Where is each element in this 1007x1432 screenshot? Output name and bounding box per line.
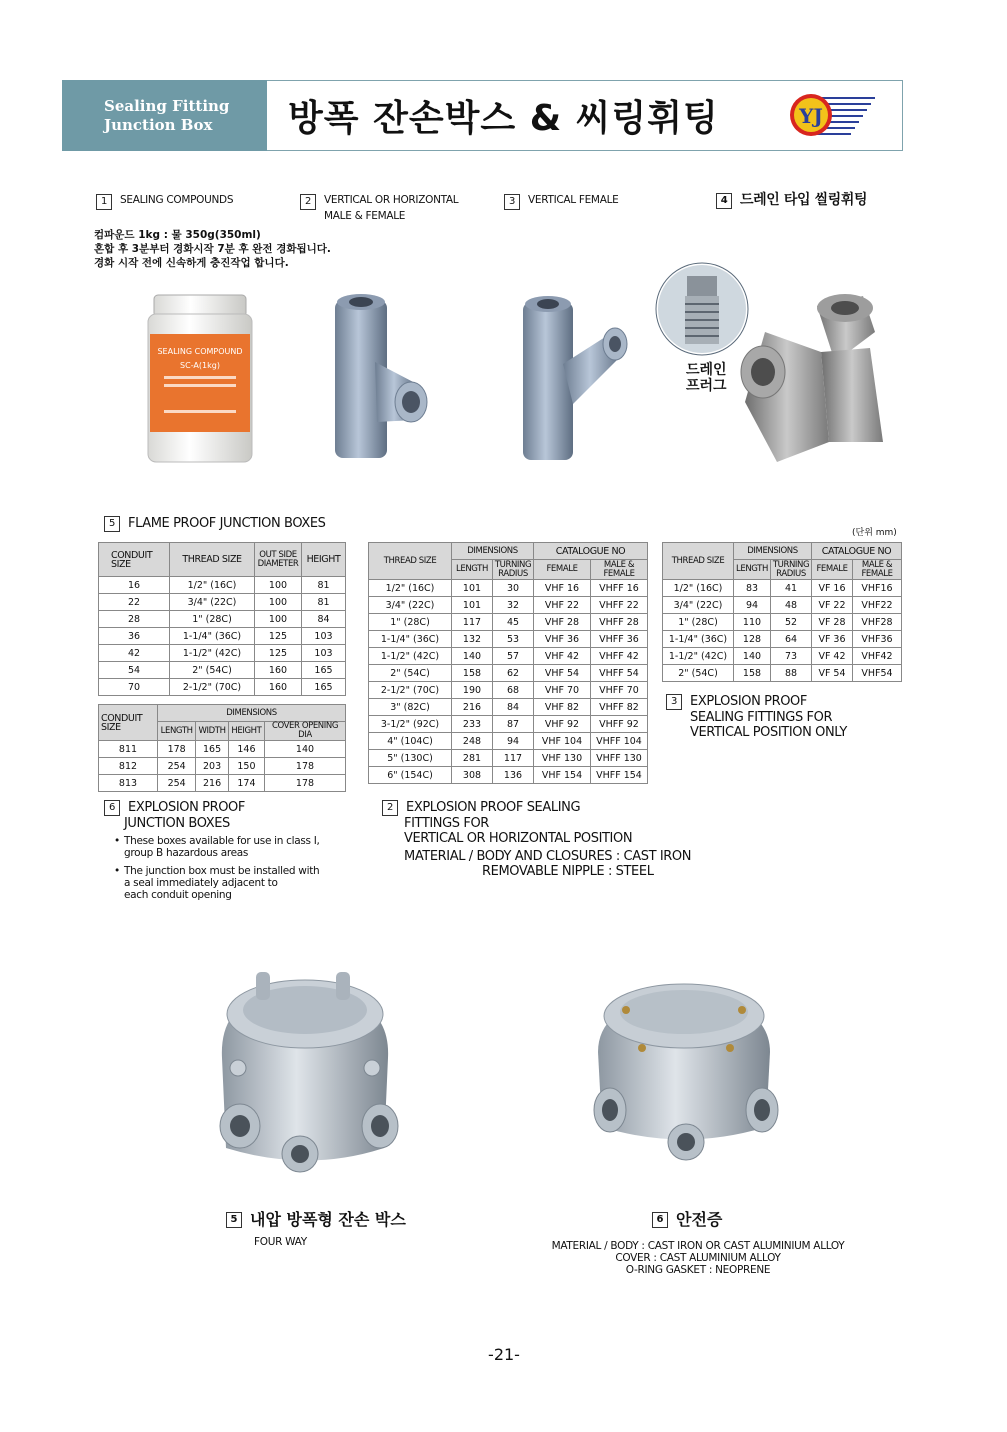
increased-safety-junction-box-image	[582, 962, 787, 1167]
section-number: 2	[382, 800, 398, 816]
table-header: THREAD SIZE	[369, 543, 452, 580]
table-row	[369, 733, 648, 750]
table-cell: VHF 70	[534, 682, 591, 699]
caption-line: EXPLOSION PROOF SEALING	[406, 800, 581, 815]
section-label: VERTICAL FEMALE	[528, 194, 619, 206]
bullet-line: • These boxes available for use in class I,	[124, 835, 320, 847]
table-cell: VHF22	[853, 597, 902, 614]
table-cell: VHF54	[853, 665, 902, 682]
bullet-line: group B hazardous areas	[124, 847, 249, 859]
table-row	[369, 767, 648, 784]
drain-plug-label-line1: 드레인	[686, 362, 727, 378]
section-5-title	[104, 516, 326, 532]
junction-box-dimension-table	[98, 704, 346, 792]
bullet-item	[112, 865, 354, 901]
drain-plug-label	[686, 362, 727, 394]
table-row	[99, 628, 346, 645]
table-row	[663, 580, 902, 597]
table-cell: VHF 130	[534, 750, 591, 767]
section-label: VERTICAL OR HORIZONTAL	[324, 194, 459, 206]
table-cell: 132	[452, 631, 493, 648]
table-cell: VHFF 36	[591, 631, 648, 648]
table-header: OUT SIDE DIAMETER	[255, 543, 302, 577]
table-cell: 73	[771, 648, 812, 665]
table-cell: VHF 22	[534, 597, 591, 614]
table-cell: 281	[452, 750, 493, 767]
table-header: CATALOGUE NO	[812, 543, 902, 560]
header-label-line1: Sealing Fitting	[104, 96, 230, 115]
table-cell: 64	[771, 631, 812, 648]
table-header: DIMENSIONS	[734, 543, 812, 560]
page-number: -21-	[488, 1345, 520, 1364]
bullet-line: a seal immediately adjacent to	[124, 877, 278, 889]
table-cell: 3/4" (22C)	[663, 597, 734, 614]
table-cell: 125	[255, 645, 302, 662]
table-cell: 1-1/4" (36C)	[663, 631, 734, 648]
table-cell: 178	[265, 758, 346, 775]
caption-line: VERTICAL OR HORIZONTAL POSITION	[404, 831, 633, 846]
table-cell: 1/2" (16C)	[369, 580, 452, 597]
table-row	[663, 665, 902, 682]
table-cell: 1-1/2" (42C)	[369, 648, 452, 665]
table-cell: 140	[452, 648, 493, 665]
table-cell: 36	[99, 628, 170, 645]
table-row	[369, 750, 648, 767]
section-3-caption	[504, 194, 618, 210]
table-cell: 216	[452, 699, 493, 716]
table-header: TURNING RADIUS	[771, 560, 812, 580]
table-cell: VHFF 130	[591, 750, 648, 767]
table-cell: 812	[99, 758, 158, 775]
table-cell: 1-1/4" (36C)	[369, 631, 452, 648]
section-4-caption	[716, 193, 867, 209]
table-cell: 4" (104C)	[369, 733, 452, 750]
table-cell: 2-1/2" (70C)	[170, 679, 255, 696]
table-cell: 233	[452, 716, 493, 733]
compound-note-3: 경화 시작 전에 신속하게 충진작업 합니다.	[94, 257, 289, 269]
table-cell: 203	[196, 758, 229, 775]
table-cell: VHF 42	[534, 648, 591, 665]
table-cell: 117	[493, 750, 534, 767]
table-cell: VHFF 82	[591, 699, 648, 716]
section-number: 3	[666, 694, 682, 710]
table-cell: 3" (82C)	[369, 699, 452, 716]
table-cell: 2" (54C)	[369, 665, 452, 682]
table-cell: 117	[452, 614, 493, 631]
table-cell: 254	[158, 775, 196, 792]
table-header: LENGTH	[452, 560, 493, 580]
table-cell: 1-1/2" (42C)	[663, 648, 734, 665]
table-row	[99, 594, 346, 611]
table-cell: 94	[493, 733, 534, 750]
table-header: MALE & FEMALE	[853, 560, 902, 580]
table-cell: 32	[493, 597, 534, 614]
table-cell: 1" (28C)	[369, 614, 452, 631]
caption-6	[104, 800, 354, 907]
table-cell: 103	[302, 628, 346, 645]
section-number: 3	[504, 194, 520, 210]
table-cell: 16	[99, 577, 170, 594]
table-cell: 87	[493, 716, 534, 733]
table-cell: VHFF 104	[591, 733, 648, 750]
material-line: O-RING GASKET : NEOPRENE	[625, 1264, 771, 1276]
table-cell: VF 42	[812, 648, 853, 665]
bottom-right-caption-title	[652, 1210, 722, 1230]
table-cell: VHFF 28	[591, 614, 648, 631]
table-cell: 178	[265, 775, 346, 792]
table-header: THREAD SIZE	[663, 543, 734, 580]
table-cell: 84	[493, 699, 534, 716]
caption-line: SEALING FITTINGS FOR	[690, 710, 833, 725]
page-title: 방폭 잔손박스 & 씨링휘팅	[288, 98, 719, 139]
table-row	[663, 614, 902, 631]
table-cell: 811	[99, 741, 158, 758]
table-cell: 103	[302, 645, 346, 662]
table-cell: 22	[99, 594, 170, 611]
section-2-caption	[300, 194, 458, 223]
table-header: MALE & FEMALE	[591, 560, 648, 580]
table-cell: 100	[255, 594, 302, 611]
bottom-left-caption	[226, 1210, 406, 1249]
table-header: FEMALE	[812, 560, 853, 580]
material-line: COVER : CAST ALUMINIUM ALLOY	[615, 1252, 781, 1264]
table-cell: 178	[158, 741, 196, 758]
table-cell: 45	[493, 614, 534, 631]
material-line: MATERIAL / BODY : CAST IRON OR CAST ALUMINIUM ALLOY	[551, 1240, 845, 1252]
table-cell: VF 16	[812, 580, 853, 597]
table-cell: 70	[99, 679, 170, 696]
table-cell: 308	[452, 767, 493, 784]
table-row	[99, 679, 346, 696]
vertical-female-table	[662, 542, 902, 682]
table-cell: 48	[771, 597, 812, 614]
table-cell: 42	[99, 645, 170, 662]
table-row	[369, 682, 648, 699]
table-cell: VF 22	[812, 597, 853, 614]
compound-note-2: 혼합 후 3분부터 경화시작 7분 후 완전 경화됩니다.	[94, 243, 331, 255]
table-row	[369, 665, 648, 682]
table-cell: VHFF 16	[591, 580, 648, 597]
table-cell: VHF36	[853, 631, 902, 648]
caption-line: EXPLOSION PROOF	[690, 694, 807, 709]
table-row	[369, 597, 648, 614]
table-row	[99, 645, 346, 662]
section-number: 4	[716, 193, 732, 209]
table-row	[369, 716, 648, 733]
table-row	[369, 614, 648, 631]
table-header: LENGTH	[158, 722, 196, 741]
table-cell: 3-1/2" (92C)	[369, 716, 452, 733]
table-row	[369, 699, 648, 716]
table-cell: VHFF 154	[591, 767, 648, 784]
table-cell: 1-1/4" (36C)	[170, 628, 255, 645]
table-cell: 216	[196, 775, 229, 792]
table-cell: 174	[228, 775, 264, 792]
section-number: 1	[96, 194, 112, 210]
header-section-label	[62, 80, 267, 151]
table-cell: 54	[99, 662, 170, 679]
table-header: DIMENSIONS	[452, 543, 534, 560]
table-row	[369, 631, 648, 648]
table-row	[99, 662, 346, 679]
table-cell: 150	[228, 758, 264, 775]
table-cell: 81	[302, 577, 346, 594]
table-header: WIDTH	[196, 722, 229, 741]
caption-sub: FOUR WAY	[254, 1236, 307, 1248]
table-cell: 3/4" (22C)	[369, 597, 452, 614]
table-cell: VF 28	[812, 614, 853, 631]
section-number: 5	[104, 516, 120, 532]
table-header: DIMENSIONS	[158, 705, 346, 722]
table-cell: 2" (54C)	[663, 665, 734, 682]
table-cell: 1-1/2" (42C)	[170, 645, 255, 662]
table-cell: 100	[255, 611, 302, 628]
table-cell: VHF 154	[534, 767, 591, 784]
section-label: FLAME PROOF JUNCTION BOXES	[128, 516, 326, 531]
caption-title: 내압 방폭형 잔손 박스	[250, 1210, 406, 1229]
section-number: 5	[226, 1212, 242, 1228]
table-header: THREAD SIZE	[170, 543, 255, 577]
table-row	[663, 597, 902, 614]
caption-line: FITTINGS FOR	[404, 816, 489, 831]
table-header: LENGTH	[734, 560, 771, 580]
table-cell: 248	[452, 733, 493, 750]
compound-note-1: 컴파운드 1kg : 물 350g(350ml)	[94, 229, 261, 241]
table-cell: 6" (154C)	[369, 767, 452, 784]
table-cell: 158	[734, 665, 771, 682]
table-cell: VHF42	[853, 648, 902, 665]
section-number: 6	[652, 1212, 668, 1228]
table-cell: 84	[302, 611, 346, 628]
table-cell: VHF 16	[534, 580, 591, 597]
caption-line: JUNCTION BOXES	[124, 816, 230, 831]
table-header: CATALOGUE NO	[534, 543, 648, 560]
table-cell: 165	[302, 662, 346, 679]
table-cell: 140	[734, 648, 771, 665]
bullet-item	[112, 835, 354, 859]
section-label: 드레인 타입 씰링휘팅	[740, 192, 868, 208]
table-row	[663, 648, 902, 665]
table-cell: 165	[196, 741, 229, 758]
bullet-line: • The junction box must be installed with	[124, 865, 320, 877]
sealing-fitting-table	[368, 542, 648, 784]
table-cell: 81	[302, 594, 346, 611]
vertical-female-fitting-image	[515, 294, 630, 464]
table-cell: 254	[158, 758, 196, 775]
table-header: HEIGHT	[302, 543, 346, 577]
table-row	[369, 648, 648, 665]
table-cell: 125	[255, 628, 302, 645]
table-cell: 1" (28C)	[663, 614, 734, 631]
table-cell: VHF28	[853, 614, 902, 631]
table-cell: VHFF 22	[591, 597, 648, 614]
bottom-right-caption-material	[543, 1240, 853, 1276]
table-cell: 160	[255, 679, 302, 696]
bullet-line: each conduit opening	[124, 889, 232, 901]
jar-label-line1: SEALING COMPOUND	[157, 347, 243, 356]
table-cell: 2-1/2" (70C)	[369, 682, 452, 699]
table-cell: VHF 28	[534, 614, 591, 631]
table-row	[99, 741, 346, 758]
sealing-compound-jar-image	[140, 290, 260, 465]
caption-line: REMOVABLE NIPPLE : STEEL	[482, 864, 654, 879]
table-cell: 110	[734, 614, 771, 631]
table-header: FEMALE	[534, 560, 591, 580]
table-cell: 94	[734, 597, 771, 614]
table-cell: 146	[228, 741, 264, 758]
table-cell: 53	[493, 631, 534, 648]
table-cell: 160	[255, 662, 302, 679]
table-row	[99, 758, 346, 775]
table-header: CONDUIT SIZE	[99, 705, 158, 741]
table-cell: VF 54	[812, 665, 853, 682]
table-cell: 2" (54C)	[170, 662, 255, 679]
section-1-caption	[96, 194, 233, 210]
caption-2	[382, 800, 691, 879]
table-cell: 158	[452, 665, 493, 682]
unit-note: (단위 mm)	[852, 528, 897, 538]
vertical-horizontal-fitting-image	[325, 292, 435, 462]
table-cell: VHFF 42	[591, 648, 648, 665]
table-cell: 68	[493, 682, 534, 699]
table-cell: 1" (28C)	[170, 611, 255, 628]
section-number: 2	[300, 194, 316, 210]
section-number: 6	[104, 800, 120, 816]
table-cell: VHF 54	[534, 665, 591, 682]
table-row	[663, 631, 902, 648]
logo-text: YJ	[799, 104, 823, 128]
table-cell: 30	[493, 580, 534, 597]
table-cell: 165	[302, 679, 346, 696]
table-row	[99, 611, 346, 628]
header-label-line2: Junction Box	[104, 115, 213, 134]
table-row	[99, 775, 346, 792]
table-cell: 101	[452, 580, 493, 597]
table-cell: VHFF 54	[591, 665, 648, 682]
table-cell: 140	[265, 741, 346, 758]
table-cell: VHF16	[853, 580, 902, 597]
table-cell: VHFF 70	[591, 682, 648, 699]
table-cell: VHF 36	[534, 631, 591, 648]
caption-line: EXPLOSION PROOF	[128, 800, 245, 815]
table-cell: 88	[771, 665, 812, 682]
table-cell: VHF 82	[534, 699, 591, 716]
table-cell: VHFF 92	[591, 716, 648, 733]
table-cell: VHF 92	[534, 716, 591, 733]
table-header: CONDUIT SIZE	[99, 543, 170, 577]
table-cell: 100	[255, 577, 302, 594]
table-cell: 5" (130C)	[369, 750, 452, 767]
table-cell: 136	[493, 767, 534, 784]
table-row	[99, 577, 346, 594]
table-cell: 190	[452, 682, 493, 699]
jar-label-line2: SC-A(1kg)	[180, 361, 220, 370]
table-cell: 1/2" (16C)	[663, 580, 734, 597]
table-cell: VF 36	[812, 631, 853, 648]
drain-plug-label-line2: 프러그	[686, 378, 727, 394]
caption-3	[666, 694, 847, 740]
caption-line: MATERIAL / BODY AND CLOSURES : CAST IRON	[404, 849, 692, 864]
table-cell: 813	[99, 775, 158, 792]
table-header: TURNING RADIUS	[493, 560, 534, 580]
table-cell: 1/2" (16C)	[170, 577, 255, 594]
four-way-junction-box-image	[208, 958, 403, 1180]
table-cell: 28	[99, 611, 170, 628]
table-header: COVER OPENING DIA	[265, 722, 346, 741]
caption-line: VERTICAL POSITION ONLY	[690, 725, 847, 740]
table-cell: 128	[734, 631, 771, 648]
table-cell: 3/4" (22C)	[170, 594, 255, 611]
compound-notes	[94, 228, 331, 270]
section-label-line2: MALE & FEMALE	[324, 210, 406, 222]
junction-box-size-table	[98, 542, 346, 696]
table-cell: 83	[734, 580, 771, 597]
caption-title: 안전증	[676, 1210, 723, 1229]
table-cell: VHF 104	[534, 733, 591, 750]
table-header: HEIGHT	[228, 722, 264, 741]
table-row	[369, 580, 648, 597]
table-cell: 52	[771, 614, 812, 631]
table-cell: 101	[452, 597, 493, 614]
table-cell: 62	[493, 665, 534, 682]
drain-type-sealing-fitting-image	[725, 292, 890, 472]
table-cell: 41	[771, 580, 812, 597]
section-label: SEALING COMPOUNDS	[120, 194, 234, 206]
table-cell: 57	[493, 648, 534, 665]
yj-logo	[787, 90, 877, 140]
